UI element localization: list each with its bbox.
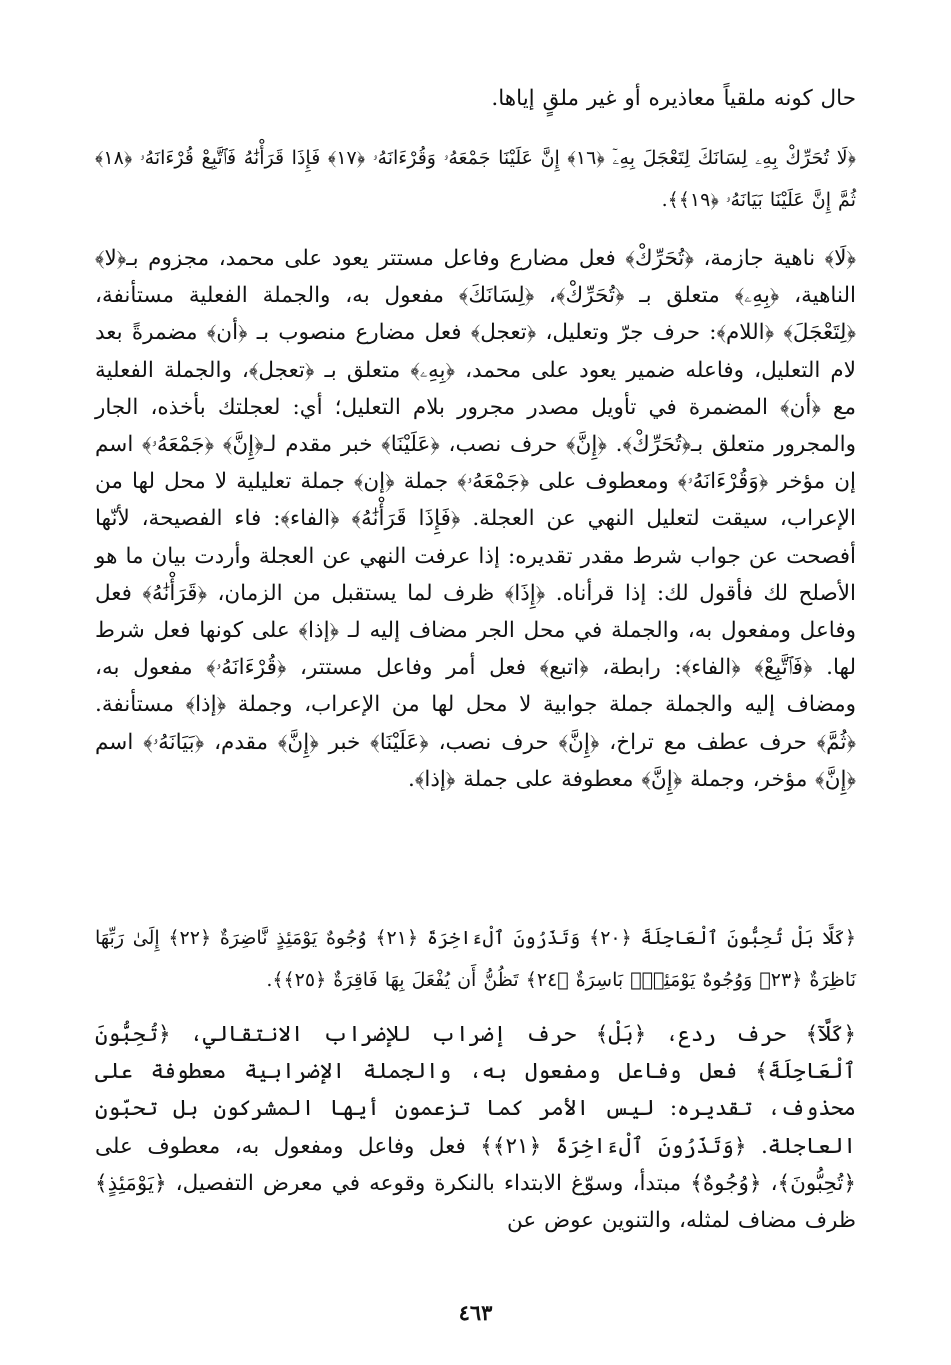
grammatical-analysis-1: ﴿لَا﴾ ناهية جازمة، ﴿تُحَرِّكْ﴾ فعل مضارع وفاعل مستتر يعود على محمد، مجزوم بـ﴿لا﴾ الناهية، ﴿بِهِۦ﴾ متعلق بـ ﴿تُحَرِّكْ﴾، ﴿لِسَانَكَ﴾ مفعول به، والجملة الفعلية مستأنفة، ﴿لِتَعْجَلَ﴾ ﴿اللام﴾: حرف جرّ وتعليل، ﴿تعجل﴾ فعل مضارع منصوب بـ ﴿أن﴾ مضمرةً بعد لام التعليل، وفاعله ضمير يعود على محمد، ﴿بِهِۦ﴾ متعلق بـ ﴿تعجل﴾، والجملة الفعلية مع ﴿أن﴾ المضمرة في تأويل مصدر مجرور بلام التعليل؛ أي: لعجلتك بأخذه، الجار والمجرور متعلق بـ﴿تُحَرِّكْ﴾. ﴿إِنَّ﴾ حرف نصب، ﴿عَلَيْنَا﴾ خبر مقدم لـ﴿إِنَّ﴾ ﴿جَمْعَهُۥ﴾ اسم إن مؤخر ﴿وَقُرْءَانَهُۥ﴾ ومعطوف على ﴿جَمْعَهُۥ﴾ جملة ﴿إن﴾ جملة تعليلية لا محل لها من الإعراب، سيقت لتعليل النهي عن العجلة. ﴿فَإِذَا قَرَأْنَٰهُ﴾ ﴿الفاء﴾: فاء الفصيحة، لأنّها أفصحت عن جواب شرط مقدر تقديره: إذا عرفت النهي عن العجلة وأردت بيان ما هو الأصلح لك فأقول لك: إذا قرأناه. ﴿إِذَا﴾ ظرف لما يستقبل من الزمان، ﴿قَرَأْنَٰهُ﴾ فعل وفاعل ومفعول به، والجملة في محل الجر مضاف إليه لـ ﴿إذا﴾ على كونها فعل شرط لها. ﴿فَٱتَّبِعْ﴾ ﴿الفاء﴾: رابطة، ﴿اتبع﴾ فعل أمر وفاعل مستتر، ﴿قُرْءَانَهُۥ﴾ مفعول به، ومضاف إليه والجملة جملة جوابية لا محل لها من الإعراب، وجملة ﴿إذا﴾ مستأنفة. ﴿ثُمَّ﴾ حرف عطف مع تراخ، ﴿إِنَّ﴾ حرف نصب، ﴿عَلَيْنَا﴾ خبر ﴿إِنَّ﴾ مقدم، ﴿بَيَانَهُۥ﴾ اسم ﴿إِنَّ﴾ مؤخر، وجملة ﴿إِنَّ﴾ معطوفة على جملة ﴿إذا﴾. <box>95 246 856 792</box>
quran-verse-block-1: ﴿لَا تُحَرِّكْ بِهِۦ لِسَانَكَ لِتَعْجَلَ بِهِۦٓ ﴿١٦﴾ إِنَّ عَلَيْنَا جَمْعَهُۥ وَقُرْءَانَهُۥ ﴿١٧﴾ فَإِذَا قَرَأْنَٰهُ فَٱتَّبِعْ قُرْءَانَهُۥ ﴿١٨﴾ ثُمَّ إِنَّ عَلَيْنَا بَيَانَهُۥ ﴿١٩﴾﴾. <box>95 147 856 211</box>
quran-verse-block-2: ﴿كَلَّا بَلْ تُحِبُّونَ ٱلْعَاجِلَةَ ﴿٢٠﴾ وَتَذَرُونَ ٱلْءَاخِرَةَ ﴿٢١﴾ وُجُوهٌ يَوْمَئِذٍ نَّاضِرَةٌ ﴿٢٢﴾ إِلَىٰ رَبِّهَا نَاظِرَةٌ ﴿٢٣﴾ وَوُجُوهٌ يَوْمَئِذٍۭ بَاسِرَةٌ ﴿٢٤﴾ تَظُنُّ أَن يُفْعَلَ بِهَا فَاقِرَةٌ ﴿٢٥﴾﴾. <box>95 927 856 991</box>
page-number: ٤٦٣ <box>458 1300 493 1325</box>
intro-line: حال كونه ملقياً معاذيره أو غير ملقٍ إياها. <box>491 86 856 111</box>
book-page <box>95 0 856 1365</box>
grammatical-analysis-2: ﴿كَلَّآ﴾ حرف ردع، ﴿بَلْ﴾ حرف إضراب للإضراب الانتقالي، ﴿تُحِبُّونَ ٱلْعَاجِلَةَ﴾ فعل وفاعل ومفعول به، والجملة الإضرابية معطوفة على محذوف، تقديره: ليس الأمر كما تزعمون أيها المشركون بل تحبّون العاجلة. ﴿وَتَذَرُونَ ٱلْءَاخِرَةَ ﴿٢١﴾﴾ فعل وفاعل ومفعول به، معطوف على ﴿تُحِبُّونَ﴾، ﴿وُجُوهٌ﴾ مبتدأ، وسوّغ الابتداء بالنكرة وقوعه في معرض التفصيل، ﴿يَوْمَئِذٍ﴾ ظرف مضاف لمثله، والتنوين عوض عن <box>95 1022 856 1234</box>
